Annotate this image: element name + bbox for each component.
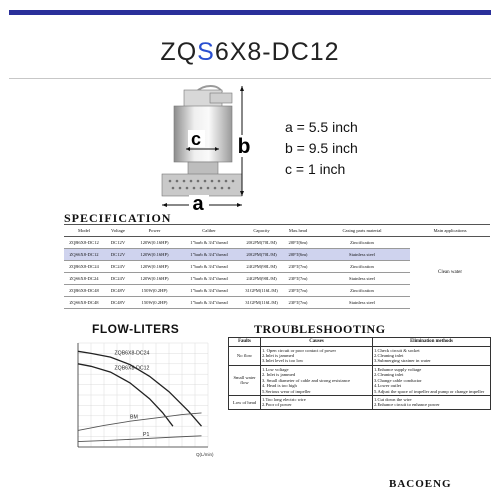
pump-outlet-nozzle (210, 93, 232, 103)
fault-cell: Low of head (229, 395, 261, 409)
causes-cell (261, 395, 373, 409)
table-cell: ZQB6X8-DC24 (64, 261, 104, 273)
column-header: Caliber (177, 225, 241, 237)
cause-line: 1. Open circuit or poor contact of power (262, 347, 336, 353)
table-cell: Stainless steel (314, 297, 410, 309)
methods-cell (373, 365, 491, 395)
specification-heading: SPECIFICATION (64, 211, 172, 225)
cause-line: 4. Head is too high (262, 383, 297, 389)
column-header: Voltage (104, 225, 132, 237)
table-cell: 120W(0.16HP) (132, 249, 177, 261)
page-title (0, 38, 500, 67)
cause-line: 2. Inlet is jammed (262, 372, 296, 378)
dim-label-b: b (237, 135, 251, 158)
table-cell: ZQS6X8-DC48 (64, 297, 104, 309)
troubleshooting-header-row (229, 338, 491, 347)
table-cell: 20GPM(70L/M) (241, 249, 282, 261)
table-cell: Zincification (314, 261, 410, 273)
model-prefix: ZQ (160, 38, 198, 66)
table-cell: 31GPM(116L/M) (241, 297, 282, 309)
table-cell: Stainless steel (314, 249, 410, 261)
table-row (229, 395, 491, 409)
method-line: 1.Enhance supply voltage (374, 366, 422, 372)
table-cell: DC48V (104, 285, 132, 297)
table-cell: Zincification (314, 285, 410, 297)
causes-cell (261, 365, 373, 395)
table-cell: ZQS6X8-DC24 (64, 273, 104, 285)
column-header: Casing parts material (314, 225, 410, 237)
method-line: 3.Change cable conductor (374, 377, 422, 383)
dimension-c: c = 1 inch (285, 161, 346, 177)
series-label: ZQB6X8-DC12 (114, 365, 150, 372)
table-cell: 20FT(6m) (282, 249, 314, 261)
method-line: 2.Cleaning inlet (374, 353, 404, 359)
series-label: ZQB6X8-DC24 (114, 350, 150, 357)
fault-cell: No flow (229, 346, 261, 365)
specification-table (64, 224, 490, 309)
cause-line: 5.Serious wear of impeller (262, 388, 311, 394)
table-cell: 31GPM(116L/M) (241, 285, 282, 297)
table-cell: 120W(0.16HP) (132, 237, 177, 249)
table-cell: 120W(0.16HP) (132, 261, 177, 273)
model-highlight: S (197, 38, 215, 66)
table-cell: 24GPM(90L/M) (241, 273, 282, 285)
table-cell: 1"barb & 3/4"thread (177, 285, 241, 297)
application-cell: Clean water (437, 270, 463, 276)
cause-line: 1.Too long electric wire (262, 396, 306, 402)
x-axis-label: Q(L/min) (196, 452, 214, 457)
series-line-bm (78, 413, 202, 431)
table-cell: 23FT(7m) (282, 297, 314, 309)
specification-header-row (64, 225, 490, 237)
table-cell: ZQB6X8-DC48 (64, 285, 104, 297)
table-cell: 1"barb & 3/4"thread (177, 273, 241, 285)
table-cell: 1"barb & 3/4"thread (177, 297, 241, 309)
table-cell: 120W(0.16HP) (132, 273, 177, 285)
table-cell: 1"barb & 3/4"thread (177, 249, 241, 261)
troubleshooting-heading: TROUBLESHOOTING (254, 322, 386, 336)
table-cell: DC12V (104, 237, 132, 249)
brand-logo: BACOENG (389, 478, 452, 490)
table-cell: 23FT(7m) (282, 261, 314, 273)
flow-heading: FLOW-LITERS (92, 322, 180, 336)
column-header: Elimination methods (373, 338, 491, 347)
column-header: Max.head (282, 225, 314, 237)
title-divider (9, 78, 491, 79)
model-suffix: 6X8-DC12 (214, 38, 340, 66)
series-label: BM (130, 414, 138, 421)
table-cell: 150W(0.2HP) (132, 297, 177, 309)
top-accent-bar (9, 10, 491, 15)
cause-line: 3.Inlet level is too low (262, 358, 304, 364)
column-header: Faults (229, 338, 261, 347)
column-header: Capacity (241, 225, 282, 237)
dim-label-c: c (190, 129, 202, 149)
table-cell: DC24V (104, 261, 132, 273)
flow-chart (58, 335, 218, 463)
cause-line: 1.Low voltage (262, 366, 289, 372)
table-row (229, 365, 491, 395)
table-cell: ZQB6X8-DC12 (64, 237, 104, 249)
table-cell: DC24V (104, 273, 132, 285)
cause-line: 2.Inlet is jammed (262, 353, 295, 359)
series-label: P1 (143, 432, 150, 439)
specification-body (64, 237, 490, 309)
column-header: Power (132, 225, 177, 237)
methods-cell (373, 346, 491, 365)
table-cell: 24GPM(90L/M) (241, 261, 282, 273)
table-cell: 23FT(7m) (282, 285, 314, 297)
troubleshooting-table (228, 337, 491, 410)
table-cell: 1"barb & 3/4"thread (177, 237, 241, 249)
table-cell: DC12V (104, 249, 132, 261)
causes-cell (261, 346, 373, 365)
table-row (229, 346, 491, 365)
table-cell: Stainless steel (314, 273, 410, 285)
table-cell: 20FT(6m) (282, 237, 314, 249)
table-cell: DC48V (104, 297, 132, 309)
method-line: 5.Adjust the space of impeller and pump or change impeller (374, 388, 485, 394)
method-line: 2.Cleaning inlet (374, 372, 404, 378)
dimension-a: a = 5.5 inch (285, 119, 358, 135)
dim-label-a: a (192, 193, 204, 212)
table-cell: Zincification (314, 237, 410, 249)
column-header: Model (64, 225, 104, 237)
table-cell: 23FT(7m) (282, 273, 314, 285)
table-cell: 1"barb & 3/4"thread (177, 261, 241, 273)
table-cell: ZQS6X8-DC12 (64, 249, 104, 261)
methods-cell (373, 395, 491, 409)
method-line: 2.Enhance circuit to enhance power (374, 402, 440, 408)
column-header: Main applications (410, 225, 490, 237)
cause-line: 2.Poor of power (262, 402, 292, 408)
table-cell: 20GPM(70L/M) (241, 237, 282, 249)
method-line: 1.Check circuit & socket (374, 347, 420, 353)
method-line: 3.Submerging strainer in water (374, 358, 431, 364)
column-header: Causes (261, 338, 373, 347)
dimension-b: b = 9.5 inch (285, 140, 358, 156)
cause-line: 3. Small diameter of cable and strong resistance (262, 377, 351, 383)
method-line: 1.Cut down the wire (374, 396, 412, 402)
table-cell: 150W(0.2HP) (132, 285, 177, 297)
fault-cell: Small water flow (229, 365, 261, 395)
table-row (64, 237, 490, 249)
pump-drawing (140, 82, 265, 212)
troubleshooting-body (229, 346, 491, 409)
method-line: 4.Lower outlet (374, 383, 402, 389)
